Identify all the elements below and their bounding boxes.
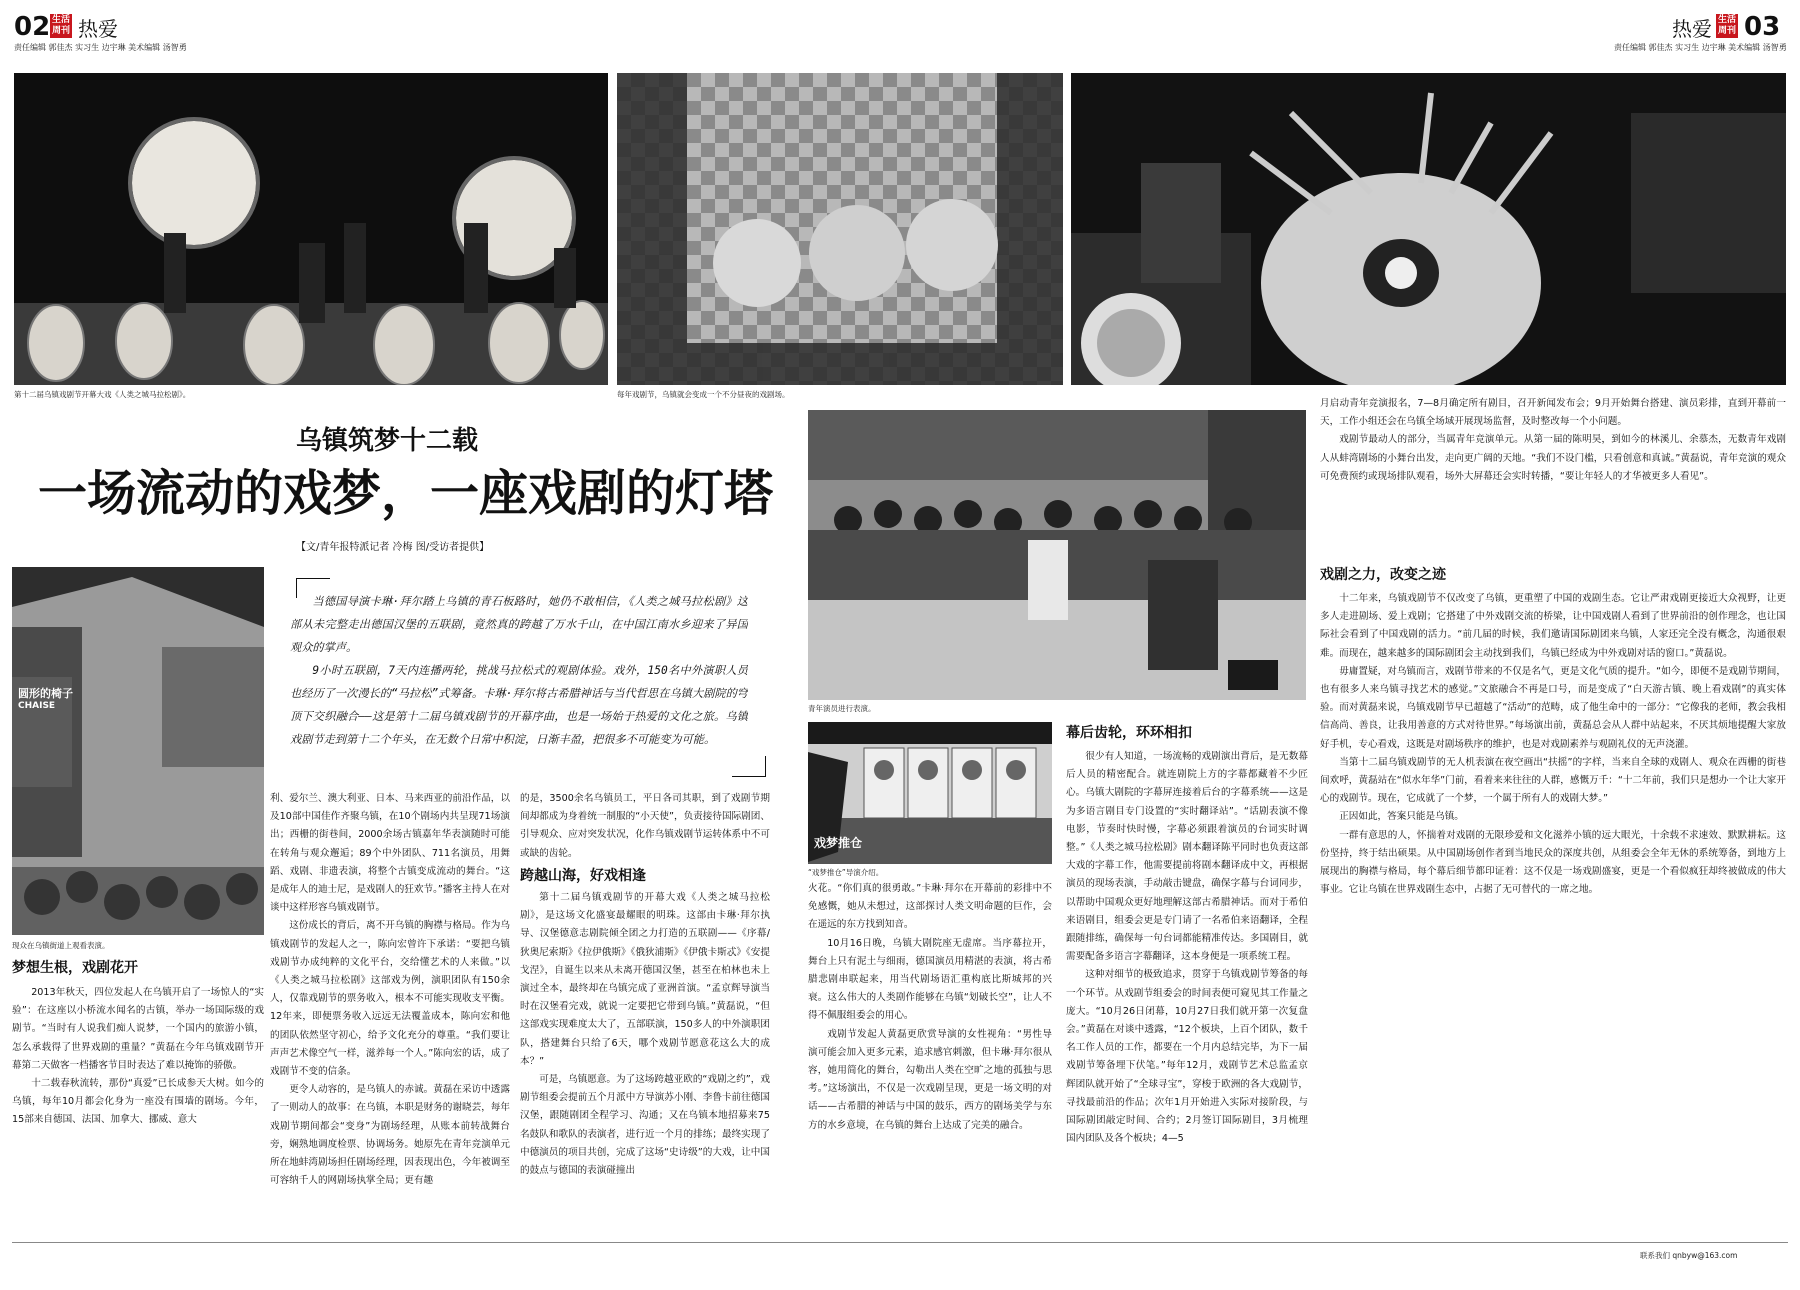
crowd-illustration xyxy=(808,410,1306,700)
lead-paragraph: 9小时五联剧，7天内连播两轮，挑战马拉松式的观剧体验。戏外，150名中外演职人员也经历了一次漫长的“马拉松”式筹备。卡琳·拜尔将古希腊神话与当代哲思在乌镇大剧院的穹顶下交织融合——这是第十二届乌镇戏剧节的开幕序曲，也是一场始于热爱的文化之旅。乌镇戏剧节走到第十二个年头，在无数个日常中积淀，日渐丰盈，把很多不可能变为可能。 xyxy=(290,664,748,746)
crowd-photo xyxy=(808,410,1306,700)
lead-bracket-vertical-right xyxy=(765,756,766,776)
poster-caption: “戏梦推仓”导演介绍。 xyxy=(808,868,884,877)
paragraph: 可是，乌镇愿意。为了这场跨越亚欧的“戏剧之约”，戏剧节组委会提前五个月派中方导演苏小刚、李鲁卡前往德国汉堡，跟随剧团全程学习、沟通；又在乌镇本地招募来75名鼓队和歌队的表演者，进行近一个月的排练；最终实现了中德演员的项目共创，完成了这场“史诗级”的大戏，让中国的鼓点与德国的表演碰撞出 xyxy=(520,1074,770,1177)
paragraph: 十二载春秋流转，那份“真爱”已长成参天大树。如今的乌镇，每年10月都会化身为一座没有围墙的剧场。今年，15部来自德国、法国、加拿大、挪威、意大 xyxy=(12,1078,264,1126)
paragraph: 十二年来，乌镇戏剧节不仅改变了乌镇，更重塑了中国的戏剧生态。它让严肃戏剧更接近大众视野，让更多人走进剧场、爱上戏剧；它搭建了中外戏剧交流的桥梁，让中国戏剧人看到了世界前沿的创作理念，也让国际社会看到了中国戏剧的活力。“前几届的时候，我们邀请国际剧团来乌镇，人家还完全没有概念，沟通很艰难。而现在，越来越多的国际剧团会主动找到我们，乌镇已经成为中外戏剧对话的窗口。”黄磊说。 xyxy=(1320,593,1786,659)
column-3 xyxy=(520,790,770,1226)
drums-caption: 第十二届乌镇戏剧节开幕大戏《人类之城马拉松剧》。 xyxy=(14,390,191,399)
lead-paragraphs xyxy=(290,590,748,775)
paragraph: 2013年秋天，四位发起人在乌镇开启了一场惊人的“实验”：在这座以小桥流水闻名的古镇，举办一场国际级的戏剧节。“当时有人说我们痴人说梦，一个国内的旅游小镇，怎么承载得了世界戏剧的重量？”黄磊在今年乌镇戏剧节开幕第二天做客一档播客节目时表达了难以掩饰的骄傲。 xyxy=(12,987,264,1071)
column-1 xyxy=(12,984,264,1226)
lead-bracket-horizontal xyxy=(296,578,330,579)
column-6 xyxy=(1320,590,1786,1226)
footer-rule xyxy=(12,1242,1788,1243)
section-heading-4: 戏剧之力，改变之迹 xyxy=(1320,567,1446,583)
poster-photo xyxy=(808,722,1052,864)
paragraph: 的是，3500余名乌镇员工，平日各司其职，到了戏剧节期间却都成为身着统一制服的“小天使”，负责接待国际剧团、引导观众、应对突发状况，化作乌镇戏剧节运转体系中不可或缺的齿轮。 xyxy=(520,793,770,859)
column-4 xyxy=(808,880,1052,1226)
mask-illustration xyxy=(1071,73,1786,385)
byline: 【文/青年报特派记者 冷梅 图/受访者提供】 xyxy=(296,542,490,553)
paragraph: 一群有意思的人，怀揣着对戏剧的无限珍爱和文化滋养小镇的远大眼光，十余载不求速效、默默耕耘。这份坚持，终于结出硕果。从中国剧场创作者到当地民众的深度共创，从组委会全年无休的系统筹备，到地方上展现出的胸襟与格局，每个幕后细节都印证着：这不仅是一场戏剧盛宴，更是一个看似疯狂却终被做成的伟大事业。它让乌镇在世界戏剧生态中，占据了无可替代的一席之地。 xyxy=(1320,829,1786,896)
right-editors: 责任编辑 郭佳杰 实习生 边宇琳 美术编辑 汤智勇 xyxy=(1614,43,1787,52)
right-section-title: 热爱 xyxy=(1672,17,1712,41)
street-caption: 现众在乌镇街道上观看表演。 xyxy=(12,941,110,950)
section-heading-3: 幕后齿轮，环环相扣 xyxy=(1066,725,1192,741)
overhead-illustration xyxy=(617,73,1063,385)
paragraph: 更令人动容的，是乌镇人的赤诚。黄磊在采访中透露了一则动人的故事：在乌镇，本职是财务的谢晓芸，每年戏剧节期间都会“变身”为剧场经理，从账本前转战舞台旁，娴熟地调度检票、协调场务。她原先在青年竞演单元所在地蚌湾剧场担任剧场经理，因表现出色，今年被调至可容纳千人的网剧场执掌全局；更有趣 xyxy=(270,1084,510,1187)
street-illustration xyxy=(12,567,264,935)
paragraph: 戏剧节发起人黄磊更欣赏导演的女性视角：“男性导演可能会加入更多元素，追求感官刺激，但卡琳·拜尔很从容，她用简化的舞台，勾勒出人类在空旷之地的孤独与思考。”这场演出，不仅是一次戏剧呈现，更是一场文明的对话——古希腊的神话与中国的鼓乐，西方的剧场美学与东方的水乡意境，在乌镇的舞台上达成了完美的融合。 xyxy=(808,1028,1052,1131)
right-page-number: 03 xyxy=(1744,12,1781,42)
overhead-caption: 每年戏剧节，乌镇就会变成一个不分昼夜的戏剧场。 xyxy=(617,390,790,399)
crowd-caption: 青年演员进行表演。 xyxy=(808,704,876,713)
brand-logo-right xyxy=(1716,14,1738,38)
brand-logo-text: 生活周刊 xyxy=(51,15,70,36)
contact-footer: 联系我们 qnbyw@163.com xyxy=(1640,1251,1738,1260)
drums-photo xyxy=(14,73,608,385)
paragraph: 这份成长的背后，离不开乌镇的胸襟与格局。作为乌镇戏剧节的发起人之一，陈向宏曾许下承诺：“要把乌镇戏剧节办成纯粹的文化平台，交给懂艺术的人来做。”以《人类之城马拉松剧》这部戏为例，演职团队有150余人，仅靠戏剧节的票务收入，根本不可能实现收支平衡。12年来，即便票务收入远远无法覆盖成本，陈向宏和他的团队依然坚守初心，给予文化充分的尊重。“我们要让声声艺术像空气一样，滋养每一个人。”陈向宏的话，成了戏剧节不变的信条。 xyxy=(270,920,510,1078)
column-5 xyxy=(1066,748,1308,1226)
brand-logo xyxy=(50,14,72,38)
mask-photo xyxy=(1071,73,1786,385)
paragraph: 毋庸置疑，对乌镇而言，戏剧节带来的不仅是名气，更是文化气质的提升。“如今，即便不是戏剧节期间，也有很多人来乌镇寻找艺术的感觉。”文旅融合不再是口号，而是变成了“白天游古镇、晚上看戏剧”的真实体验。而对黄磊来说，乌镇戏剧节早已超越了“活动”的范畴，成了他生命中的一部分：“它像我的老师，教会我相信高尚、善良，让我用善意的方式对待世界。”每场演出前，黄磊总会从人群中站起来，不厌其烦地提醒大家放好手机，专心看戏，这既是对剧场秩序的维护，也是对戏剧素养与观剧礼仪的无声浇灌。 xyxy=(1320,665,1786,750)
paragraph: 正因如此，答案只能是乌镇。 xyxy=(1339,811,1464,823)
paragraph: 当第十二届乌镇戏剧节的无人机表演在夜空画出“扶摇”的字样，当来自全球的戏剧人、观众在西栅的街巷间欢呼，黄磊站在“似水年华”门前，看着来来往往的人群，感慨万千：“十二年前，我们只是想办一个让大家开心的戏剧节。现在，它成就了一个梦，一个属于所有人的戏剧大梦。” xyxy=(1320,756,1786,805)
paragraph: 这种对细节的极致追求，贯穿于乌镇戏剧节筹备的每一个环节。从戏剧节组委会的时间表便可窥见其工作量之庞大。“10月26日闭幕，10月27日我们就开第一次复盘会。”黄磊在对谈中透露，“12个板块，上百个团队，数千名工作人员的工作，都要在一个月内总结完毕，为下一届戏剧节筹备埋下伏笔。”每年12月，戏剧节艺术总监孟京辉团队就开始了“全球寻宝”，穿梭于欧洲的各大戏剧节，寻找最前沿的作品；次年1月开始进入实际对接阶段，与国际剧团敲定时间、合约；2月签订国际剧目，3月梳理国内团队及各个板块；4—5 xyxy=(1066,969,1308,1145)
kicker: 乌镇筑梦十二载 xyxy=(296,426,479,456)
paragraph: 利、爱尔兰、澳大利亚、日本、马来西亚的前沿作品，以及10部中国佳作齐聚乌镇，在10个剧场内共呈现71场演出；西栅的街巷间，2000余场古镇嘉年华表演随时可能在转角与观众邂逅；89个中外团队、711名演员，用舞蹈、戏剧、非遗表演，将整个古镇变成流动的舞台。“这是成年人的迪士尼，是戏剧人的狂欢节。”播客主持人在对谈中这样形容乌镇戏剧节。 xyxy=(270,793,510,914)
paragraph: 第十二届乌镇戏剧节的开幕大戏《人类之城马拉松剧》，是这场文化盛宴最耀眼的明珠。这部由卡琳·拜尔执导、汉堡德意志剧院倾全团之力打造的五联剧——《序幕/狄奥尼索斯》《拉伊俄斯》《俄狄浦斯》《伊俄卡斯忒》《安提戈涅》，自诞生以来从未离开德国汉堡，甚至在柏林也未上演过全本，最终却在乌镇完成了亚洲首演。“孟京辉导演当时在汉堡看完戏，就说一定要把它带到乌镇。”黄磊说，“但这部戏实现难度太大了，五部联演，150多人的中外演职团队，搭建舞台只给了6天，哪个戏剧节愿意花这么大的成本？” xyxy=(520,892,770,1067)
left-section-title: 热爱 xyxy=(78,17,118,41)
drums-illustration xyxy=(14,73,608,385)
column-6-top xyxy=(1320,395,1786,551)
paragraph: 戏剧节最动人的部分，当属青年竞演单元。从第一届的陈明昊，到如今的林溪儿、余慕杰，无数青年戏剧人从蚌湾剧场的小舞台出发，走向更广阔的天地。“我们不设门槛，只看创意和真诚。”黄磊说，青年竞演的观众可免费预约或现场排队观看，场外大屏幕还会实时转播，“要让年轻人的才华被更多人看见”。 xyxy=(1320,434,1786,482)
section-heading-1: 梦想生根，戏剧花开 xyxy=(12,960,138,976)
lead-paragraph: 当德国导演卡琳·拜尔踏上乌镇的青石板路时，她仍不敢相信，《人类之城马拉松剧》这部从未完整走出德国汉堡的五联剧，竟然真的跨越了万水千山，在中国江南水乡迎来了异国观众的掌声。 xyxy=(290,595,748,654)
brand-logo-text: 生活周刊 xyxy=(1717,15,1736,36)
left-editors: 责任编辑 郭佳杰 实习生 边宇琳 美术编辑 汤智勇 xyxy=(14,43,187,52)
section-heading-2: 跨越山海，好戏相逢 xyxy=(520,867,646,884)
left-page-number: 02 xyxy=(14,12,51,42)
paragraph: 火花。“你们真的很勇敢。”卡琳·拜尔在开幕前的彩排中不免感慨，她从未想过，这部探讨人类文明命题的巨作，会在遥远的东方找到知音。 xyxy=(808,883,1052,931)
street-banner-text: 圆形的椅子 xyxy=(18,687,73,700)
street-banner-subtext: CHAISE xyxy=(18,701,56,711)
headline-title: 一场流动的戏梦，一座戏剧的灯塔 xyxy=(38,464,774,522)
paragraph: 10月16日晚，乌镇大剧院座无虚席。当序幕拉开，舞台上只有泥土与细雨，德国演员用精湛的表演，将古希腊悲剧串联起来，用当代剧场语汇重构底比斯城邦的兴衰。这么伟大的人类剧作能够在乌镇“划破长空”，让人不得不佩服组委会的用心。 xyxy=(808,937,1052,1022)
street-photo xyxy=(12,567,264,935)
poster-title-text: 戏梦推仓 xyxy=(814,836,863,850)
overhead-photo xyxy=(617,73,1063,385)
lead-bracket-horizontal-right xyxy=(732,776,766,777)
paragraph: 月启动青年竞演报名，7—8月确定所有剧目，召开新闻发布会；9月开始舞台搭建、演员彩排，直到开幕前一天，工作小组还会在乌镇全场域开展现场监督，及时整改每一个小问题。 xyxy=(1320,398,1786,428)
column-2 xyxy=(270,790,510,1226)
paragraph: 很少有人知道，一场流畅的戏剧演出背后，是无数幕后人员的精密配合。就连剧院上方的字幕都藏着不少匠心。乌镇大剧院的字幕屏连接着后台的字幕系统——这是为多语言剧目专门设置的“实时翻译站”。“话剧表演不像电影，节奏时快时慢，字幕必须跟着演员的台词实时调整。”《人类之城马拉松剧》剧本翻译陈平同时也负责这部大戏的字幕工作，他需要提前将剧本翻译成中文，再根据演员的现场表演，手动敲击键盘，确保字幕与台词同步，以帮助中国观众更好地理解这部古希腊神话。而对于希伯来语剧目，组委会更是专门请了一名希伯来语翻译，全程跟随排练，确保每一句台词都能精准传达。多国剧目，就需要配备多语言字幕翻译，这本身便是一项系统工程。 xyxy=(1066,751,1308,963)
